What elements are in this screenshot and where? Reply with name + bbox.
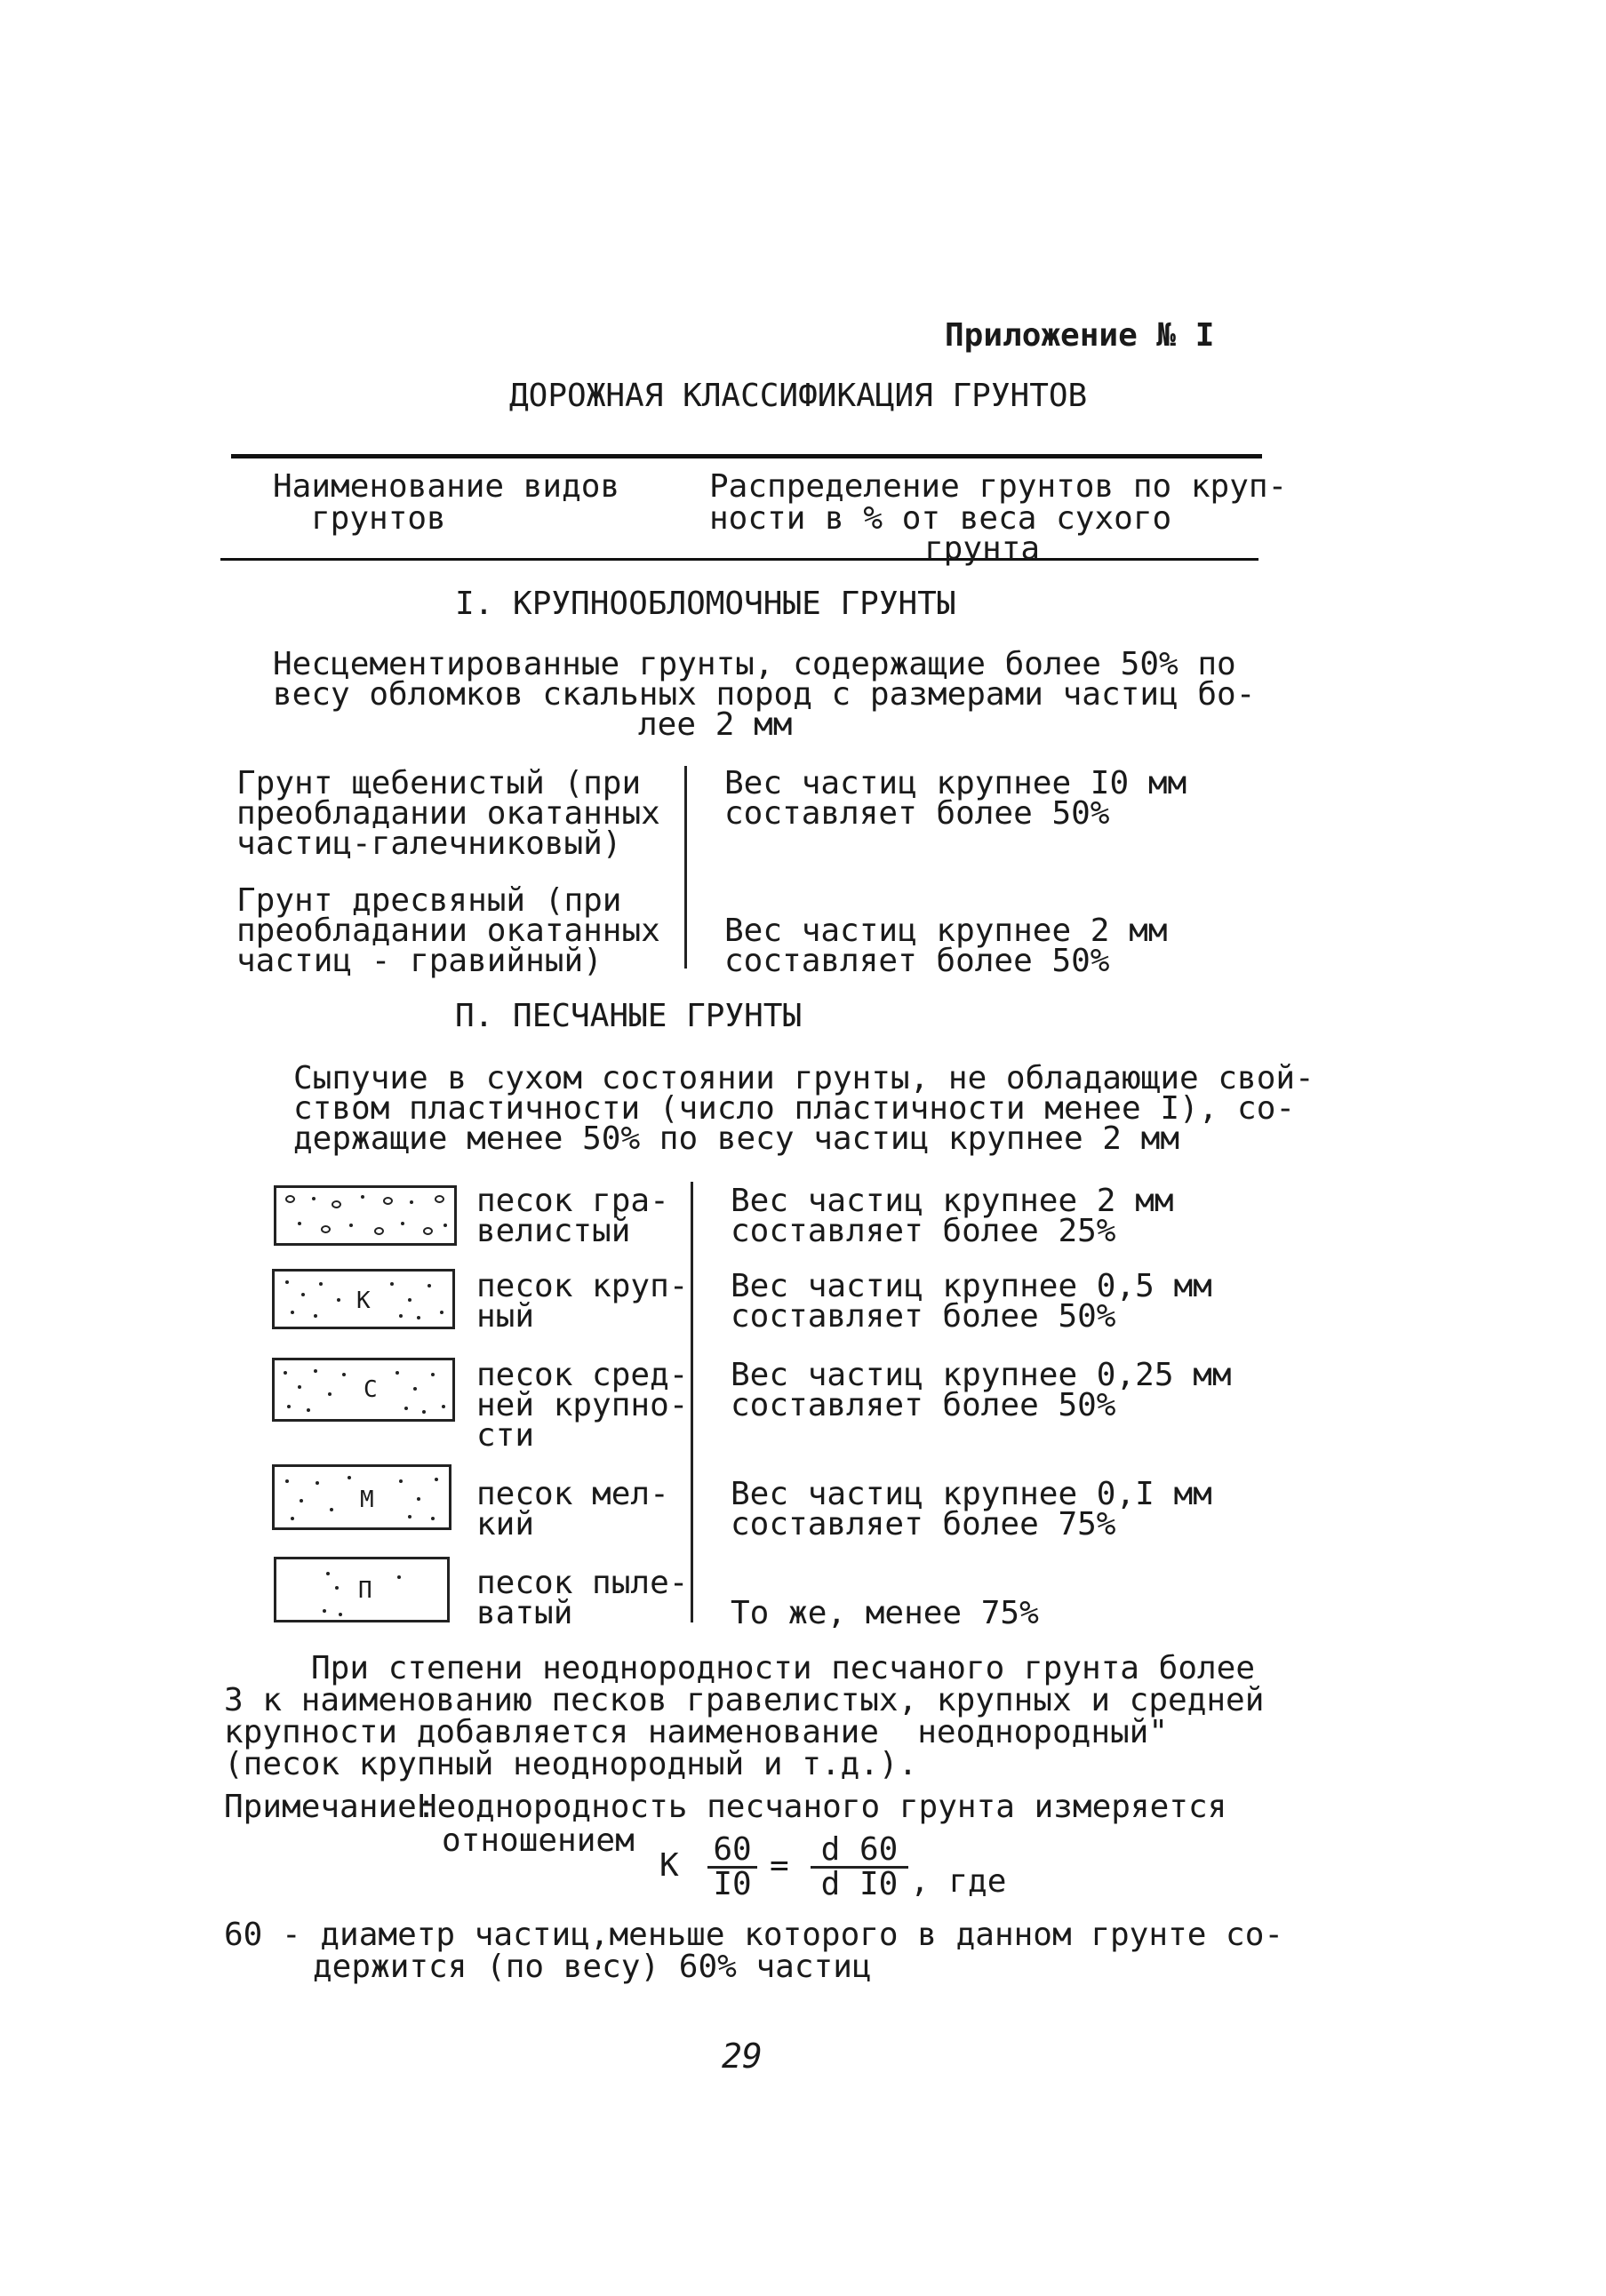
page-title: ДОРОЖНАЯ КЛАССИФИКАЦИЯ ГРУНТОВ: [509, 378, 1088, 414]
header-bottom-rule: [220, 558, 1258, 561]
row-value-line: составляет более 50%: [731, 1298, 1116, 1335]
note-text: Неоднородность песчаного грунта измеряется: [418, 1789, 1227, 1825]
row-name-line: частиц-галечниковый): [236, 825, 622, 862]
section1-desc-line1: Несцементированные грунты, содержащие более 50% по: [273, 646, 1236, 682]
paragraph-line: крупности добавляется наименование неоднородный": [224, 1714, 1169, 1750]
row-name-line: преобладании окатанных: [236, 913, 660, 949]
row-name-line: ный: [476, 1298, 535, 1335]
note-label: Примечание:: [224, 1789, 436, 1825]
row-value-line: составляет более 50%: [724, 795, 1110, 832]
row-value-line: Вес частиц крупнее 2 мм: [724, 913, 1168, 949]
header-col2-line3: грунта: [924, 530, 1041, 567]
row-name-line: песок круп-: [476, 1268, 689, 1304]
section2-column-divider: [691, 1182, 693, 1622]
paragraph-line: При степени неоднородности песчаного грунта более: [311, 1650, 1256, 1686]
row-name-line: кий: [476, 1506, 535, 1543]
header-col2-line1: Распределение грунтов по круп-: [709, 468, 1288, 505]
appendix-label: Приложение № I: [945, 317, 1215, 354]
formula-fraction-2: [811, 1831, 908, 1902]
symbol-letter: К: [356, 1288, 371, 1314]
symbol-letter: С: [364, 1376, 378, 1403]
paragraph-line: (песок крупный неоднородный и т.д.).: [224, 1746, 918, 1782]
row-name-line: преобладании окатанных: [236, 795, 660, 832]
header-col1-line1: Наименование видов: [273, 468, 620, 505]
coarse-sand-symbol: [272, 1269, 455, 1329]
row-name-line: велистый: [476, 1213, 631, 1249]
formula-equals: =: [770, 1847, 789, 1884]
row-value-line: составляет более 75%: [731, 1506, 1116, 1543]
header-col1-line2: грунтов: [311, 500, 446, 537]
formula-den2: d I0: [820, 1866, 899, 1902]
row-value-line: Вес частиц крупнее 2 мм: [731, 1183, 1174, 1219]
note-text-2: отношением: [442, 1822, 635, 1859]
section1-desc-line3: лее 2 мм: [638, 706, 793, 743]
fine-sand-symbol: [272, 1464, 451, 1530]
definition-line: 60 - диаметр частиц,меньше которого в данном грунте со-: [224, 1917, 1284, 1953]
formula-num1: 60: [707, 1834, 757, 1869]
formula-den1: I0: [713, 1866, 752, 1902]
row-value-line: составляет более 50%: [724, 943, 1110, 979]
page-number: 29: [722, 2037, 763, 2076]
row-name-line: ватый: [476, 1595, 573, 1631]
formula-num2: d 60: [811, 1834, 908, 1869]
row-value-line: Вес частиц крупнее I0 мм: [724, 765, 1187, 801]
section2-desc-line3: держащие менее 50% по весу частиц крупнее 2 мм: [293, 1120, 1179, 1157]
section2-title: П. ПЕСЧАНЫЕ ГРУНТЫ: [455, 998, 803, 1034]
silty-sand-symbol: [274, 1557, 450, 1622]
formula-tail: , где: [910, 1863, 1007, 1900]
section2-desc-line2: ством пластичности (число пластичности менее I), со-: [293, 1090, 1296, 1127]
row-value-line: Вес частиц крупнее 0,25 мм: [731, 1357, 1232, 1393]
row-name-line: частиц - гравийный): [236, 943, 603, 979]
formula-fraction-1: [707, 1831, 757, 1902]
header-top-rule: [231, 454, 1262, 458]
row-name-line: сти: [476, 1417, 535, 1454]
row-name-line: песок пыле-: [476, 1565, 689, 1601]
row-value-line: Вес частиц крупнее 0,5 мм: [731, 1268, 1212, 1304]
paragraph-line: 3 к наименованию песков гравелистых, крупных и средней: [224, 1682, 1265, 1718]
row-value-line: составляет более 50%: [731, 1387, 1116, 1423]
row-name-line: песок гра-: [476, 1183, 669, 1219]
row-value-line: Вес частиц крупнее 0,I мм: [731, 1476, 1212, 1512]
formula-k: К: [659, 1847, 679, 1884]
definition-line: держится (по весу) 60% частиц: [313, 1949, 872, 1985]
row-name-line: песок мел-: [476, 1476, 669, 1512]
header-col2-line2: ности в % от веса сухого: [709, 500, 1172, 537]
section1-title: I. КРУПНООБЛОМОЧНЫЕ ГРУНТЫ: [455, 586, 956, 622]
row-value-line: То же, менее 75%: [731, 1595, 1039, 1631]
symbol-letter: М: [360, 1487, 374, 1513]
medium-sand-symbol: [272, 1358, 455, 1422]
row-name-line: ней крупно-: [476, 1387, 689, 1423]
row-name-line: песок сред-: [476, 1357, 689, 1393]
row-name-line: Грунт дресвяный (при: [236, 882, 622, 919]
section1-column-divider: [684, 766, 687, 969]
gravelly-sand-symbol: [274, 1185, 457, 1246]
symbol-letter: П: [358, 1577, 372, 1604]
section1-desc-line2: весу обломков скальных пород с размерами частиц бо-: [273, 676, 1256, 713]
section2-desc-line1: Сыпучие в сухом состоянии грунты, не обладающие свой-: [293, 1060, 1314, 1096]
row-name-line: Грунт щебенистый (при: [236, 765, 642, 801]
row-value-line: составляет более 25%: [731, 1213, 1116, 1249]
